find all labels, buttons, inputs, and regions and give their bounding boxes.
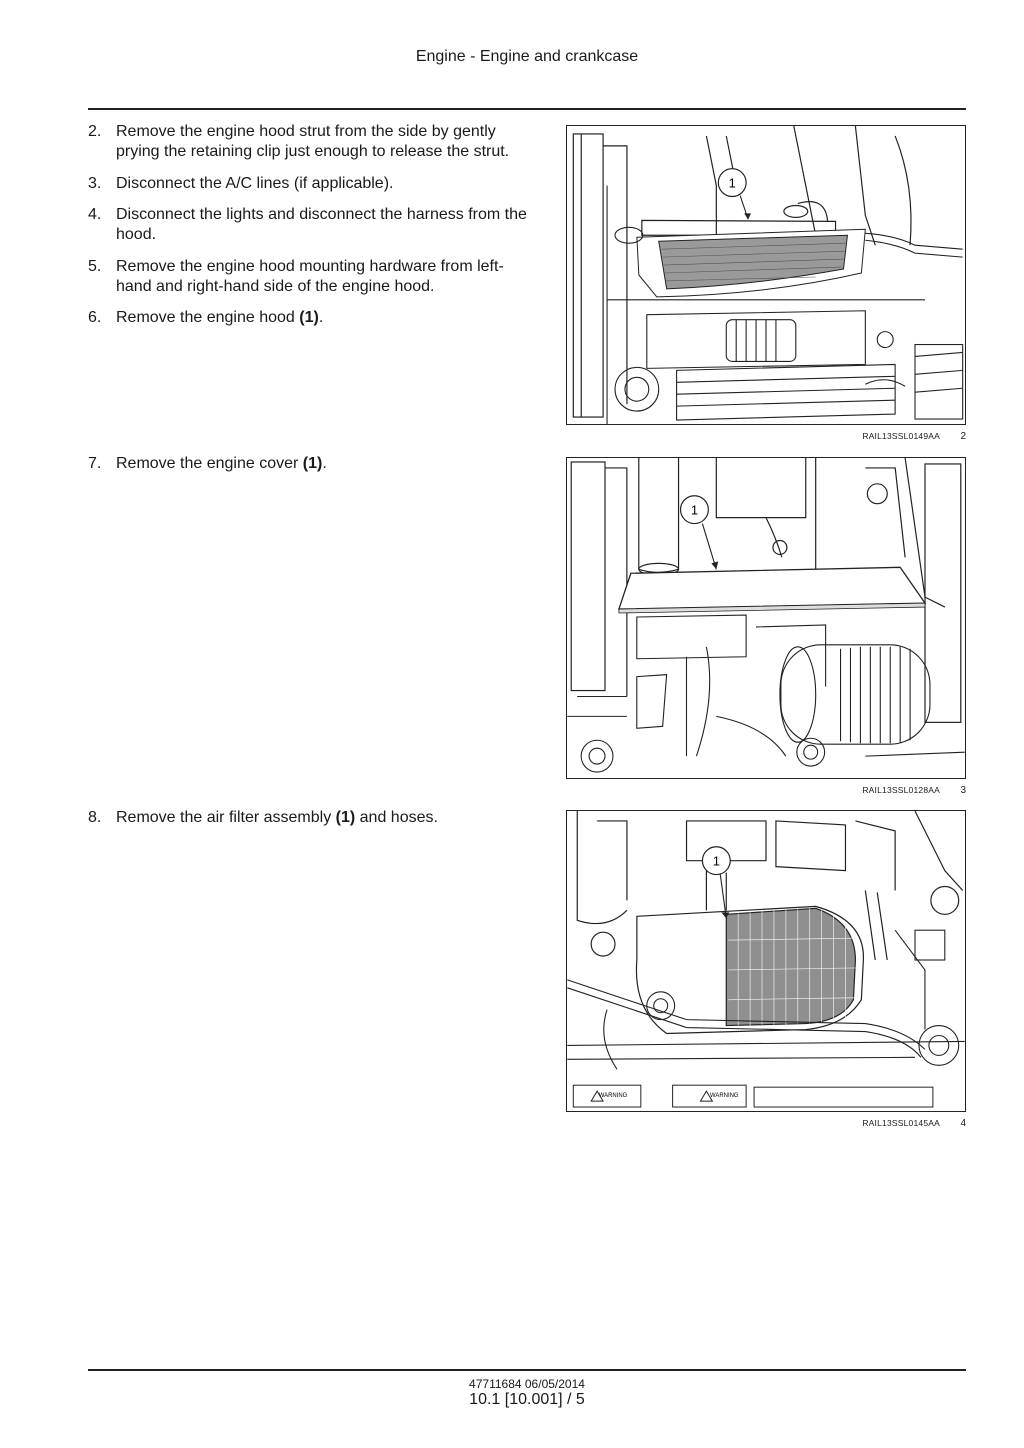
step-text: Remove the engine hood strut from the side by gently prying the retaining clip just enough to release the strut.	[116, 123, 510, 160]
callout-reference: (1)	[335, 809, 356, 826]
page-number: 10.1 [10.001] / 5	[469, 1391, 585, 1408]
callout-number: 1	[712, 853, 720, 869]
step-number: 6.	[88, 309, 102, 326]
figure-engine-hood	[566, 125, 966, 425]
page-header: Engine - Engine and crankcase	[415, 48, 639, 65]
step-number: 7.	[88, 455, 102, 472]
header-rule	[88, 108, 966, 110]
document-id: 47711684 06/05/2014	[469, 1377, 585, 1391]
figure-number: 2	[960, 430, 966, 442]
step-number: 5.	[88, 258, 102, 275]
callout-number: 1	[690, 502, 699, 518]
figure-caption	[566, 429, 966, 443]
footer-rule	[88, 1369, 966, 1371]
step-text: Remove the air filter assembly	[116, 809, 336, 826]
step-text: Disconnect the lights and disconnect the harness from the hood.	[116, 206, 527, 243]
step-text: Remove the engine cover	[116, 455, 303, 472]
figure-air-filter	[566, 810, 966, 1112]
step-2	[88, 122, 538, 162]
step-7	[88, 454, 538, 474]
step-number: 4.	[88, 206, 102, 223]
figure-code: RAIL13SSL0128AA	[862, 785, 940, 795]
figure-engine-cover	[566, 457, 966, 779]
step-number: 8.	[88, 809, 102, 826]
callout-reference: (1)	[302, 455, 323, 472]
figure-number: 4	[960, 1117, 966, 1129]
step-text: Disconnect the A/C lines (if applicable).	[116, 175, 394, 192]
figure-caption	[566, 783, 966, 797]
step-3	[88, 174, 538, 194]
figure-code: RAIL13SSL0145AA	[862, 1118, 940, 1128]
warning-label: WARNING	[598, 1093, 628, 1100]
step-text-line	[116, 808, 538, 828]
warning-label: WARNING	[709, 1093, 739, 1100]
step-number: 2.	[88, 123, 102, 140]
engine-cover-illustration	[567, 458, 965, 778]
step-text-suffix: .	[318, 309, 324, 326]
figure-code: RAIL13SSL0149AA	[862, 431, 940, 441]
step-6	[88, 308, 538, 328]
step-5	[88, 257, 538, 297]
step-text-suffix: and hoses.	[355, 809, 438, 826]
callout-reference: (1)	[299, 309, 319, 326]
air-filter-illustration	[567, 811, 965, 1111]
step-text-suffix: .	[322, 455, 327, 472]
figure-caption	[566, 1116, 966, 1130]
step-text: Remove the engine hood mounting hardware from left-hand and right-hand side of the engine hood.	[116, 258, 504, 295]
step-4	[88, 205, 538, 245]
step-text: Remove the engine hood	[116, 309, 300, 326]
step-text-line	[116, 308, 538, 328]
step-text-line	[116, 454, 538, 474]
figure-number: 3	[960, 784, 966, 796]
step-8	[88, 808, 538, 828]
engine-hood-illustration	[567, 126, 965, 424]
callout-number: 1	[728, 175, 736, 191]
step-number: 3.	[88, 175, 102, 192]
